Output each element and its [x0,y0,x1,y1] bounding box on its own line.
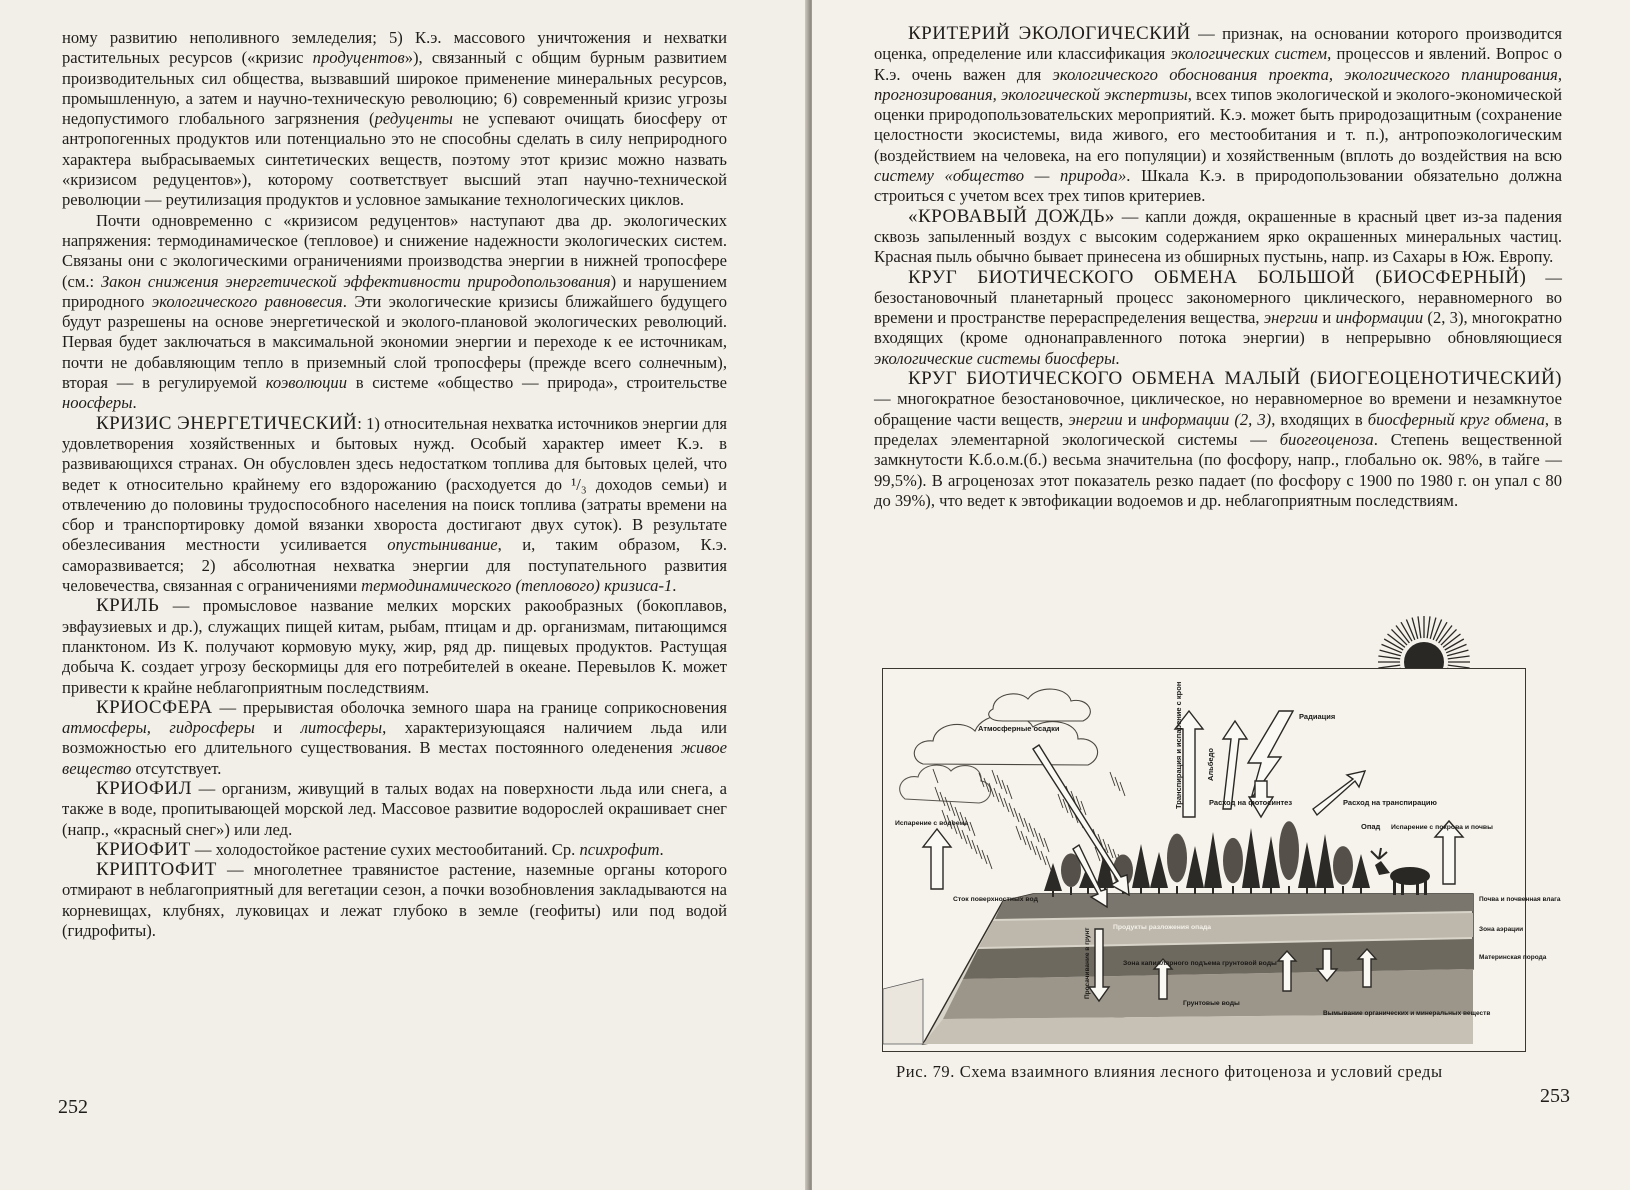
label-infiltration: Просачивание в грунт [1084,927,1091,999]
italic-term: энергии [1263,308,1319,328]
label-soil-evaporation: Испарение с покрова и почвы [1391,824,1493,831]
italic-term: Закон снижения энергетической эффективности природопользования [100,271,611,291]
label-precipitation: Атмосферные осадки [978,724,1060,733]
text-run: — многократное безостановочное, циклическое, но неравномерное во времени и незамкнутое обращение части веществ, [874,389,1562,429]
text-run: . [1115,348,1120,368]
text-run: — организм, живущий в талых водах на поверхности льда или снега, а также в воде, пропитывающей морской лед. Массовое развитие водорослей окрашивает снег (напр., «красный снег») или лед. [62,778,727,839]
text-run: . [132,393,137,413]
italic-term: продуцентов [312,48,405,68]
text-run: ) и нарушением природного [62,271,727,311]
italic-term: термодинамического (теплового) кризиса-1 [361,576,673,596]
text-run: — признак, на основании которого производится оценка, определение или классификация [874,24,1562,64]
text-run: — промысловое название мелких морских ракообразных (бокоплавов, эвфаузиевых и др.), служащих пищей китам, рыбам, птицам и др. организмам, питающимся планктоном. Из К. получают кормовую муку, жир, ряд др. пищевых продуктов. Растущая добыча К. создает угрозу бескормицы для его потребителей в океане. Перевылов К. может привести к крайне неблагоприятным последствиям. [62,596,727,697]
text-run: не успевают очищать биосферу от антропогенных продуктов или потенциально это не способны сделать в силу неприродного характера выбрасываемых синтетических веществ, поэтому этот кризис можно назвать «кризисом редуцентов»), которому соответствует высший этап научно-технической революции — реутилизация продуктов и условное замыкание технологических циклов. [62,109,727,210]
text-run: , характеризующаяся наличием льда или возможностью его длительного существования. В местах постоянного оледенения [62,718,727,758]
italic-term: энергии [1068,409,1123,429]
label-transpiration: Транспирация и испарение с крон [1174,681,1183,809]
entry-headword: КРИОФИЛ [96,777,193,799]
italic-term: ноосферы [62,393,133,413]
text-run: и [1122,409,1142,429]
entry-headword: КРУГ БИОТИЧЕСКОГО ОБМЕНА БОЛЬШОЙ (БИОСФЕРНЫЙ) [908,266,1527,288]
label-bedrock: Материнская порода [1479,954,1547,961]
paragraph [874,268,1562,369]
figure-caption-prefix: Рис. 79. [896,1062,956,1081]
text-run: , в пределах элементарной экологической системы — [874,409,1562,449]
entry-headword: «КРОВАВЫЙ ДОЖДЬ» [908,205,1115,227]
label-transpiration-use: Расход на транспирацию [1343,798,1437,807]
entry-headword: КРУГ БИОТИЧЕСКОГО ОБМЕНА МАЛЫЙ (БИОГЕОЦЕНОТИЧЕСКИЙ) [908,368,1562,390]
cloud-icon [900,689,1098,803]
entry-headword: КРИТЕРИЙ ЭКОЛОГИЧЕСКИЙ [908,23,1191,44]
text-run: . Эти экологические кризисы ближайшего будущего будут разрешены на основе энергетической и эколого-плановой экологических революций. Первая будет заключаться в максимальной экономии энергии и переходе к ее источникам, почти не добавляющим тепло в приземный слой тропосферы (прежде всего солнечным), вторая — в регулируемой [62,291,727,393]
entry-headword: КРИЛЬ [96,595,160,617]
entry-headword: КРИЗИС ЭНЕРГЕТИЧЕСКИЙ [96,412,358,434]
diagram [883,669,1561,1051]
italic-term: атмосферы, гидросферы [62,718,255,738]
label-litter: Опад [1361,822,1381,831]
text-run: , всех типов экологической и эколого-экономической оценки природопользовательских мероприятий. К.э. может быть природозащитным (сохранение целостности экосистемы, вида живого, его местообитания и т. п.), антропоэкологическим (воздействием на человека, на его популяции) и хозяйственным (вплоть до воздействия на всю [874,84,1562,165]
label-surface-runoff: Сток поверхностных вод [953,896,1038,903]
figure-caption-text: Схема взаимного влияния лесного фитоценоза и условий среды [959,1062,1443,1081]
figure-caption [896,1062,1443,1082]
italic-term: экологического обоснования проекта, экологического планирования, прогнозирования, экологической экспертизы [874,64,1562,104]
paragraph [62,840,727,860]
label-photosynthesis: Расход на фотосинтез [1209,798,1293,807]
paragraph [62,779,727,840]
italic-term: живое вещество [62,738,727,778]
label-albedo: Альбедо [1206,748,1215,781]
label-aeration-zone: Зона аэрации [1479,926,1524,933]
text-run: и [1318,308,1336,328]
paragraph [874,24,1562,207]
label-water-evaporation: Испарение с водоема [895,820,969,827]
left-page [0,0,810,1190]
italic-term: биосферный круг обмена [1367,409,1545,429]
text-run: . Степень вещественной замкнутости К.б.о.м.(б.) весьма значительна (по фосфору, напр., глобально ок. 98%, в тайге — 99,5%). В агроценозах этот показатель резко падает (по фосфору с 1900 по 1980 г. он упал с 80 до 39%), что ведет к эвтофикации водоемов и др. неблагоприятным последствиям. [874,429,1562,510]
right-page-number: 253 [1540,1085,1570,1107]
text-run: , процессов и явлений. Вопрос о К.э. очень важен для [874,44,1563,84]
label-decomposition: Продукты разложения опада [1113,924,1212,931]
text-run: — капли дождя, окрашенные в красный цвет из-за падения сквозь запыленный воздух с высоким содержанием ярко окрашенных минеральных частиц. Красная пыль обычно бывает принесена из обширных пустынь, напр. из Сахары в Юж. Европу. [874,206,1562,267]
italic-term: информации (2, 3) [1141,409,1272,429]
paragraph [62,414,727,597]
text-run: — холодостойкое растение сухих местообитаний. Ср. [190,839,580,859]
right-page [812,0,1630,1190]
paragraph [62,698,727,779]
italic-term: литосферы [300,718,383,738]
text-run: , входящих в [1271,409,1368,429]
paragraph [62,860,727,941]
text-run: . [672,576,677,596]
text-run: : 1) относительная нехватка источников энергии для удовлетворения хозяйственных и бытовых нужд. Особый характер имеет К.э. в развивающихся странах. Он обусловлен здесь недостатком топлива для бытовых целей, что ведет к относительно крайнему его вздорожанию (расходуется до ¹/₃ доходов семьи) и отвлечению до половины трудоспособного населения на поиск топлива (затраты времени на сбор и транспортировку домой вязанки хвороста достигают двух суток). В результате обезлесивания местности усиливается [62,413,727,555]
italic-term: биогеоценоза [1279,429,1374,449]
italic-term: информации [1335,308,1424,328]
ground-cross-section [883,894,1473,1044]
paragraph [62,211,727,414]
label-groundwater: Грунтовые воды [1183,1000,1240,1007]
italic-term: психрофит [579,839,660,859]
label-radiation: Радиация [1299,712,1336,721]
italic-term: экологические системы биосферы [874,348,1116,368]
entry-headword: КРИОФИТ [96,838,191,860]
text-run: и [254,718,301,738]
text-run: »), связанный с общим бурным развитием производительных сил общества, вызвавший широкое применение минеральных ресурсов, промышленную, а затем и научно-техническую революцию; 6) современный кризис угрозы недопустимого глобального загрязнения ( [62,48,727,129]
text-run: — многолетнее травянистое растение, наземные органы которого отмирают в неблагоприятный для вегетации сезон, а почки возобновления закладываются на корневищах, клубнях, луковицах и лежат глубоко в земле (геофиты) или под водой (гидрофиты). [62,860,727,941]
paragraph [62,596,727,697]
paragraph [62,28,727,211]
italic-term: систему «общество — природа» [874,166,1127,186]
label-capillary-zone: Зона капиллярного подъема грунтовой воды [1123,960,1277,967]
label-soil-moisture: Почва и почвенная влага [1479,896,1561,903]
figure-forest-phytocenosis [882,668,1561,1052]
text-run: Почти одновременно с «кризисом редуцентов» наступают два др. экологических напряжения: термодинамическое (тепловое) и снижение надежности экологических систем. Связаны они с экологическими ограничениями производства энергии в нижней тропосфере (см.: [62,210,727,291]
entry-headword: КРИПТОФИТ [96,859,217,881]
text-run: — безостановочный планетарный процесс закономерного циклического, неравномерного во времени и пространстве перераспределения вещества, [874,267,1562,328]
text-run: ному развитию неполивного земледелия; 5) К.э. массового уничтожения и нехватки растительных ресурсов («кризис [62,28,727,68]
right-page-text [874,24,1562,511]
italic-term: экологических систем [1170,44,1328,64]
text-run: отсутствует. [131,758,222,778]
left-page-number: 252 [58,1096,88,1118]
text-run: . [659,839,664,859]
italic-term: экологического равновесия [151,291,343,311]
left-page-text [62,28,727,941]
text-run: . Шкала К.э. в природопользовании обязательно должна строиться с учетом всех трех типов критериев. [874,166,1562,206]
paragraph [874,207,1562,268]
label-leaching: Вымывание органических и минеральных веществ [1323,1010,1491,1017]
italic-term: коэволюции [265,373,347,393]
italic-term: редуценты [374,109,453,129]
entry-headword: КРИОСФЕРА [96,696,213,718]
paragraph [874,369,1562,511]
italic-term: опустынивание [387,535,498,555]
text-run: (2, 3), многократно входящих (кроме однонаправленного потока энергии) в непрерывно обновляющиеся [874,308,1562,348]
text-run: , и, таким образом, К.э. саморазвивается; 2) абсолютная нехватка энергии для поступательного развития человечества, связанная с ограничениями [62,535,727,596]
moose-icon [1371,848,1430,895]
text-run: в системе «общество — природа», строительстве [347,373,728,393]
text-run: — прерывистая оболочка земного шара на границе соприкосновения [212,697,727,717]
